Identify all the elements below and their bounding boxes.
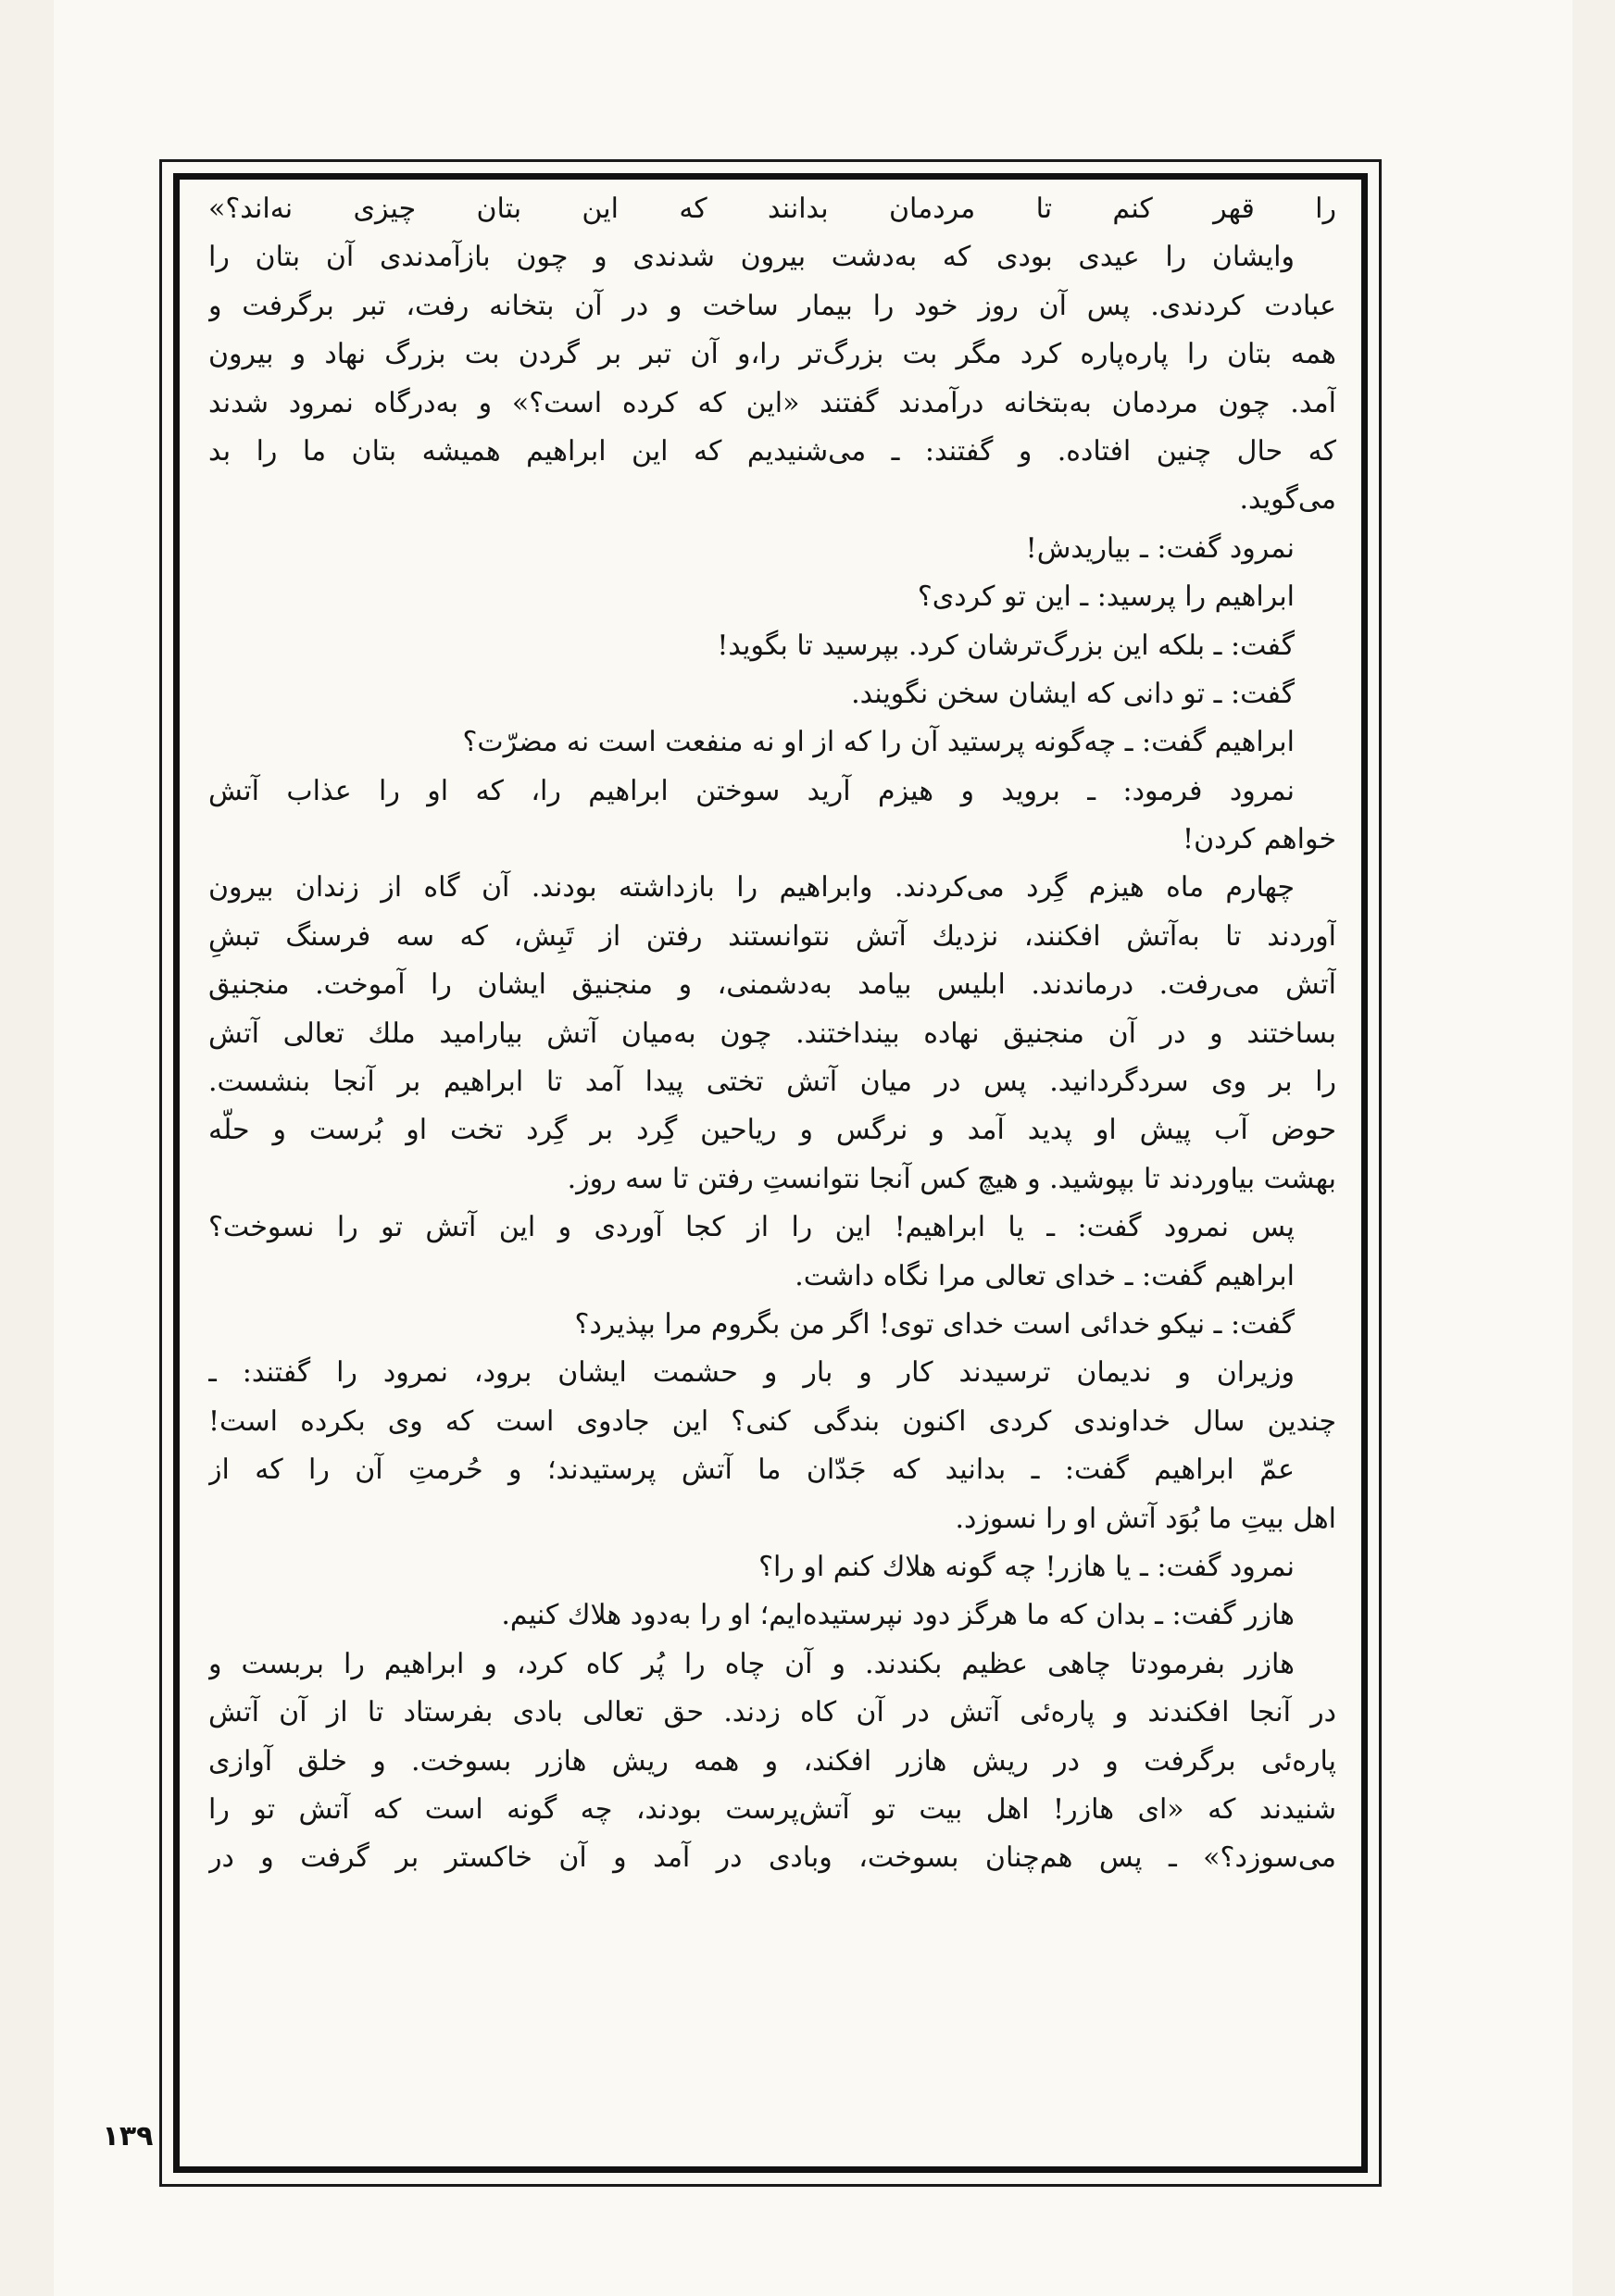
- page-number: ۱۳۹: [102, 2120, 154, 2152]
- body-text: [208, 185, 1336, 2129]
- text-line: عمّ ابراهیم گفت: ـ بدانید که جَدّان ما آتش پرستیدند؛ و حُرمتِ آن را که از: [208, 1454, 1295, 1487]
- text-line: نمرود گفت: ـ بیاریدش!: [1025, 531, 1295, 565]
- text-line: ابراهیم گفت: ـ خدای تعالی مرا نگاه داشت.: [795, 1259, 1295, 1292]
- text-line: گفت: ـ بلکه این بزرگ‌ترشان کرد. بپرسید تا بگوید!: [717, 629, 1295, 662]
- text-line: چندین سال خداوندی کردی اکنون بندگی کنی؟ این جادوی است که وی بکرده است!: [208, 1404, 1336, 1438]
- text-line: می‌گوید.: [1239, 483, 1336, 517]
- text-line: بساختند و در آن منجنیق نهاده بینداختند. چون به‌میان آتش بیارامید ملك تعالی آتش: [208, 1017, 1336, 1050]
- text-line: گفت: ـ نیکو خدائی است خدای توی! اگر من بگروم مرا بپذیرد؟: [574, 1307, 1295, 1341]
- text-line: گفت: ـ تو دانی که ایشان سخن نگویند.: [851, 677, 1295, 710]
- text-line: حوض آب پیش او پدید آمد و نرگس و ریاحین گِرد بر گِرد تخت او بُرست و حلّه: [208, 1114, 1336, 1147]
- text-line: وزیران و ندیمان ترسیدند کار و بار و حشمت ایشان برود، نمرود را گفتند: ـ: [208, 1356, 1295, 1390]
- text-line: که حال چنین افتاده. و گفتند: ـ می‌شنیدیم که این ابراهیم همیشه بتان ما را بد: [208, 434, 1336, 468]
- text-line: چهارم ماه هیزم گِرد می‌کردند. وابراهیم را بازداشته بودند. آن گاه از زندان بیرون: [208, 871, 1295, 905]
- text-line: را قهر کنم تا مردمان بدانند که این بتان چیزی نه‌اند؟»: [208, 193, 1336, 225]
- text-line: آمد. چون مردمان به‌بتخانه درآمدند گفتند «این که کرده است؟» و به‌درگاه نمرود شدند: [208, 386, 1336, 419]
- text-line: ابراهیم گفت: ـ چه‌گونه پرستید آن را که از او نه منفعت است نه مضرّت؟: [462, 726, 1295, 759]
- text-line: آتش می‌رفت. درماندند. ابلیس بیامد به‌دشمنی، و منجنیق ایشان را آموخت. منجنیق: [208, 968, 1336, 1002]
- text-line: نمرود فرمود: ـ بروید و هیزم آرید سوختن ابراهیم را، که او را عذاب آتش: [208, 774, 1295, 807]
- text-line: هازر گفت: ـ بدان که ما هرگز دود نپرستیده‌ایم؛ او را به‌دود هلاك کنیم.: [501, 1599, 1295, 1632]
- text-line: آوردند تا به‌آتش افکنند، نزدیك آتش نتوانستند رفتن از تَبِش، که سه فرسنگ تبشِ: [208, 919, 1336, 953]
- text-line: بهشت بیاوردند تا بپوشید. و هیچ کس آنجا نتوانستِ رفتن تا سه روز.: [567, 1162, 1336, 1195]
- text-line: وایشان را عیدی بودی که به‌دشت بیرون شدندی و چون بازآمدندی آن بتان را: [208, 241, 1295, 274]
- text-line: شنیدند که «ای هازر! اهل بیت تو آتش‌پرست بودند، چه گونه است که آتش تو را: [208, 1792, 1336, 1826]
- text-line: همه بتان را پاره‌پاره کرد مگر بت بزرگ‌تر را،و آن تبر بر گردن بت بزرگ نهاد و بیرون: [208, 338, 1336, 371]
- text-line: عبادت کردندی. پس آن روز خود را بیمار ساخت و در آن بتخانه رفت، تبر برگرفت و: [208, 289, 1336, 322]
- text-line: پس نمرود گفت: ـ یا ابراهیم! این را از کجا آوردی و این آتش تو را نسوخت؟: [208, 1211, 1295, 1244]
- text-line: نمرود گفت: ـ یا هازر! چه گونه هلاك کنم او را؟: [758, 1550, 1295, 1583]
- text-line: اهل بیتِ ما بُوَد آتش او را نسوزد.: [955, 1502, 1336, 1535]
- text-line: می‌سوزد؟» ـ پس هم‌چنان بسوخت، وبادی در آمد و آن خاکستر بر گرفت و در: [208, 1841, 1336, 1875]
- text-line: در آنجا افکندند و پاره‌ئی آتش در آن کاه زدند. حق تعالی بادی بفرستاد تا از آن آتش: [208, 1696, 1336, 1729]
- text-line: ابراهیم را پرسید: ـ این تو کردی؟: [917, 580, 1295, 614]
- text-line: خواهم کردن!: [1183, 823, 1336, 856]
- text-line: پاره‌ئی برگرفت و در ریش هازر افکند، و همه ریش هازر بسوخت. و خلق آوازی: [208, 1744, 1336, 1778]
- text-line: را بر وی سردگردانید. پس در میان آتش تختی پیدا آمد تا ابراهیم بر آنجا بنشست.: [208, 1066, 1336, 1099]
- text-line: هازر بفرمودتا چاهی عظیم بکندند. و آن چاه را پُر کاه کرد، و ابراهیم را بربست و: [208, 1647, 1295, 1680]
